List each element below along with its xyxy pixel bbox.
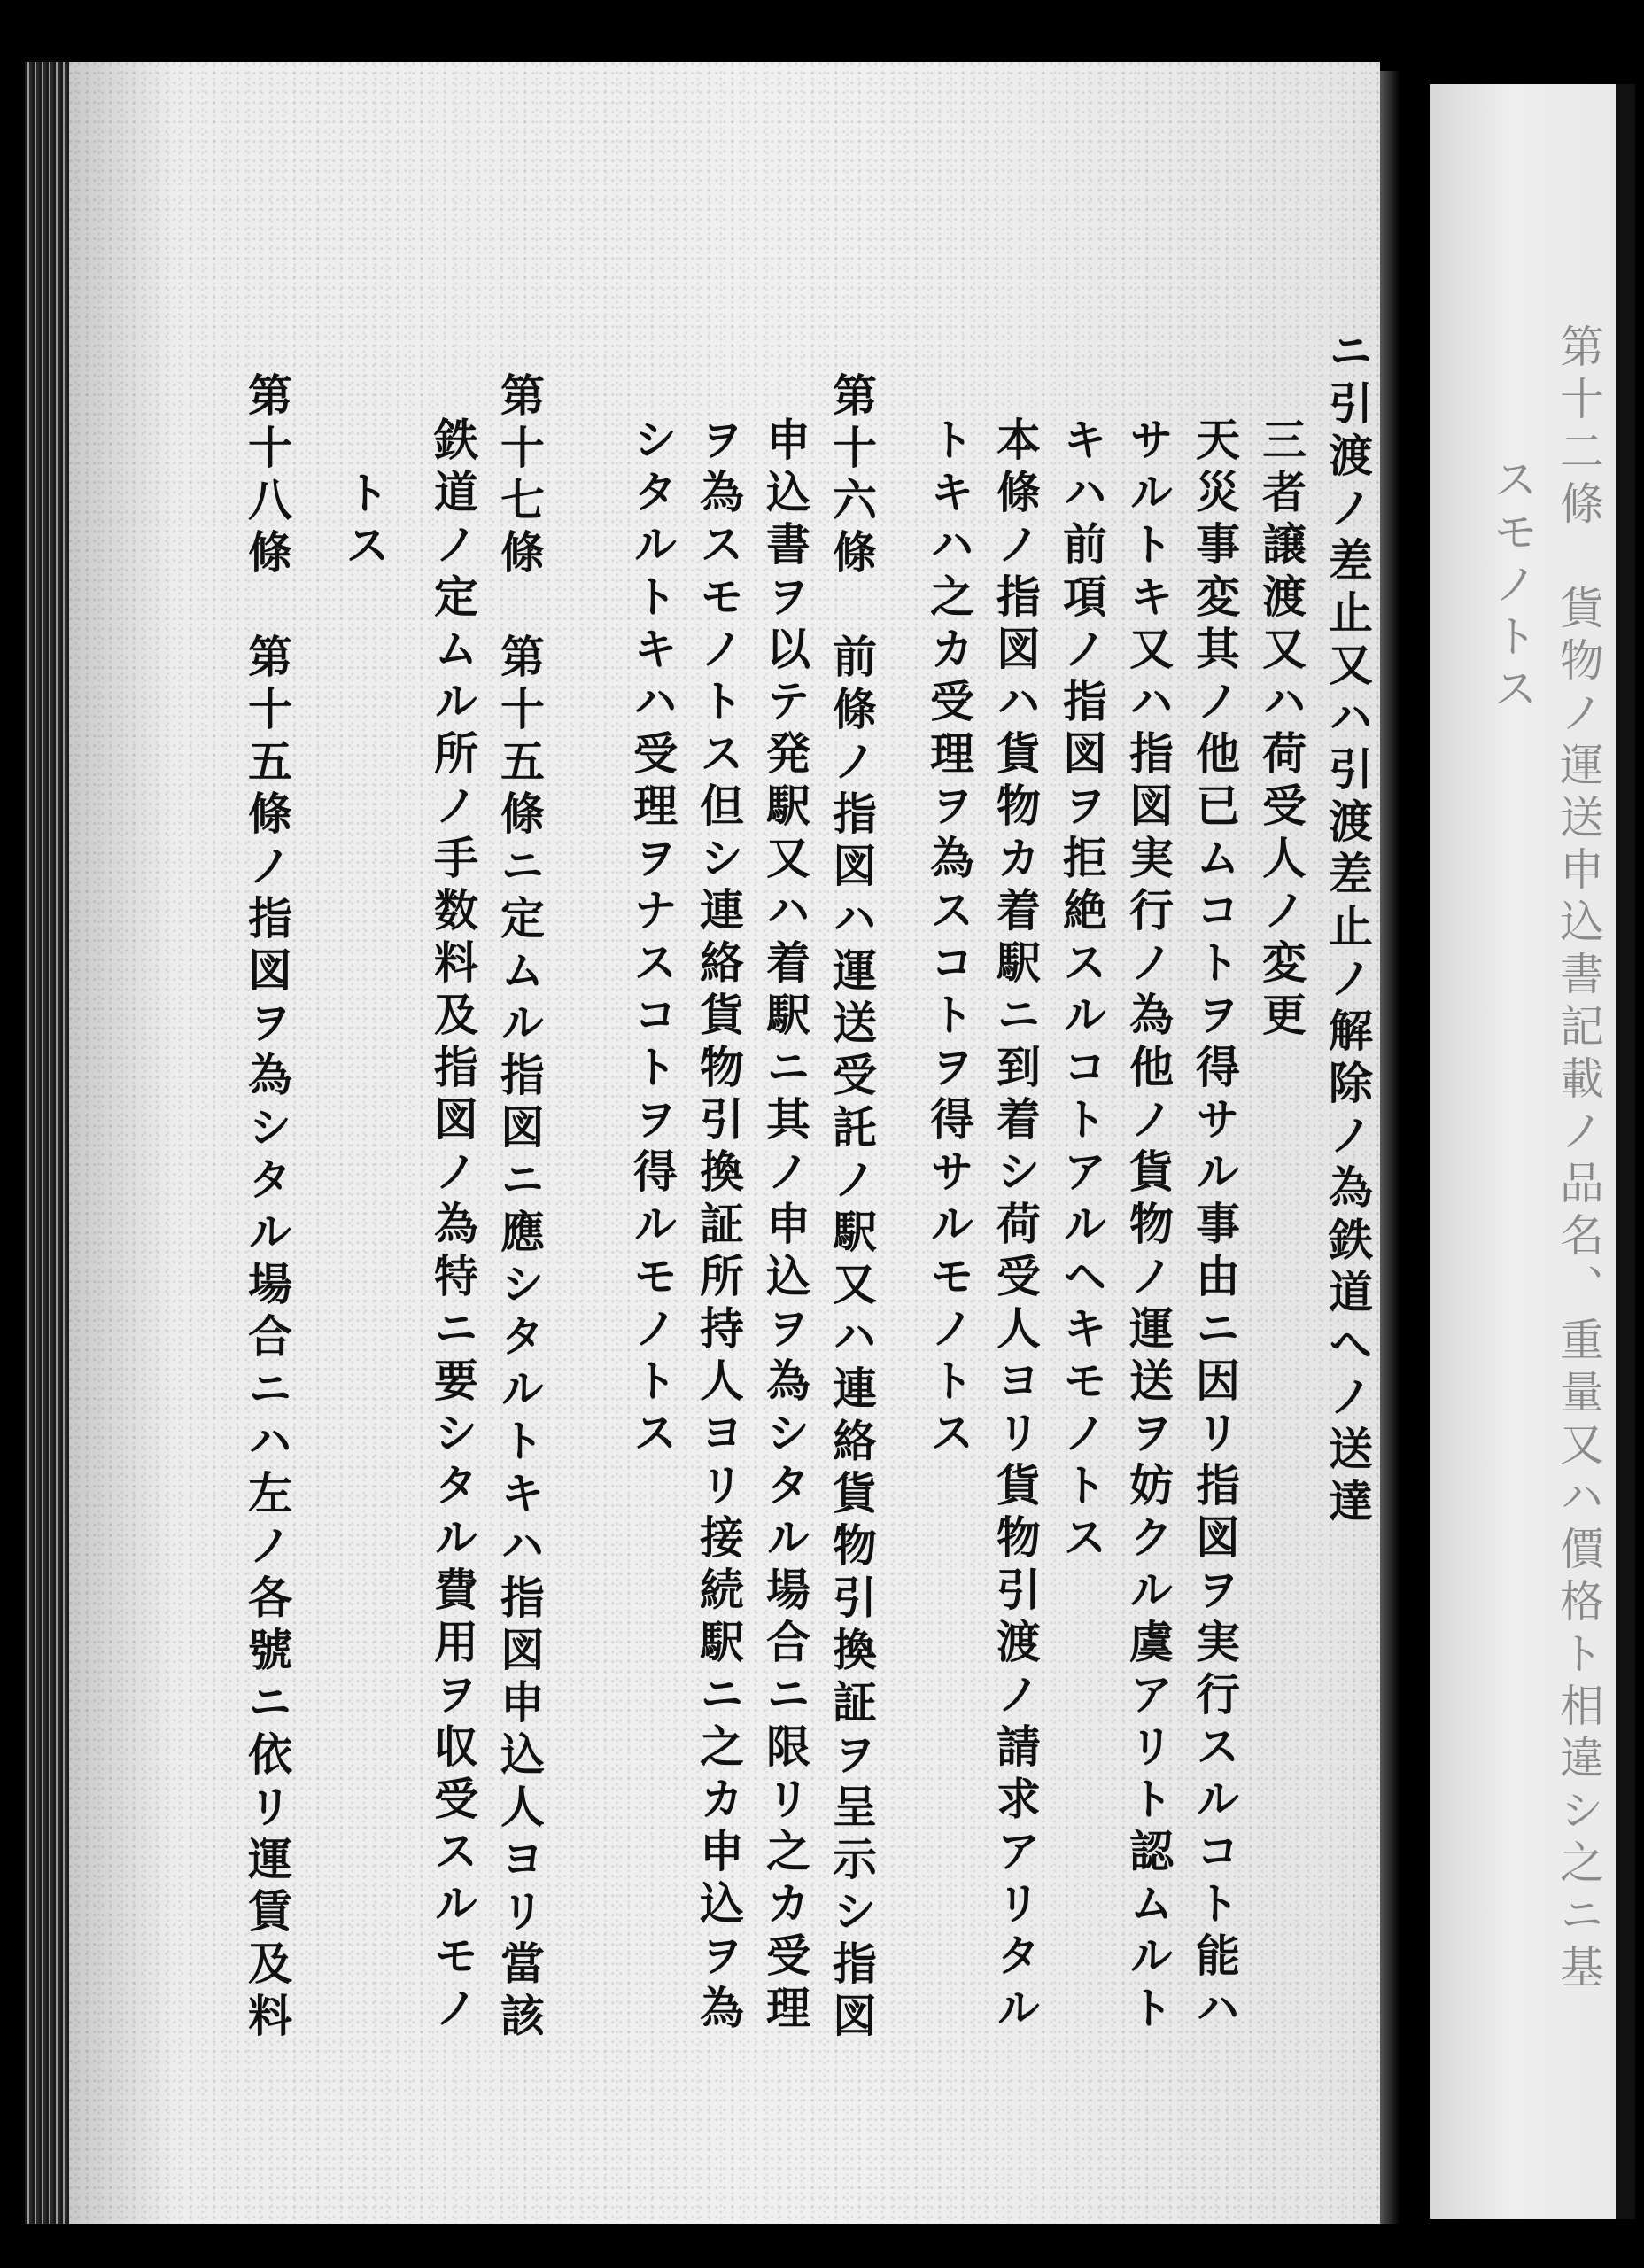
page-edges (1616, 84, 1635, 2219)
text-column: サルトキ又ハ指図実行ノ為他ノ貨物ノ運送ヲ妨クル虞アリト認ムルト (1122, 416, 1175, 2037)
text-column: トキハ之カ受理ヲ為スコトヲ得サルモノトス (923, 416, 975, 1462)
page (69, 62, 1380, 2224)
text-column: 天災事変其ノ他已ムコトヲ得サル事由ニ因リ指図ヲ実行スルコト能ハ (1189, 416, 1241, 2037)
text-column: 第十二條 貨物ノ運送申込書記載ノ品名、重量又ハ價格ト相違シ之ニ基 (1553, 323, 1604, 1996)
text-column: スモノトス (1486, 456, 1538, 718)
facing-page (1430, 84, 1635, 2219)
text-column: トス (338, 470, 391, 574)
text-column: 申込書ヲ以テ発駅又ハ着駅ニ其ノ申込ヲ為シタル場合ニ限リ之カ受理 (759, 416, 811, 2037)
text-column: 第十八條 第十五條ノ指図ヲ為シタル場合ニハ左ノ各號ニ依リ運賃及料 (241, 372, 293, 2045)
text-column: 本條ノ指図ハ貨物カ着駅ニ到着シ荷受人ヨリ貨物引渡ノ請求アリタル (989, 416, 1042, 2037)
text-column: シタルトキハ受理ヲナスコトヲ得ルモノトス (626, 416, 679, 1462)
gutter (1380, 71, 1430, 2224)
text-column: 鉄道ノ定ムル所ノ手数料及指図ノ為特ニ要シタル費用ヲ収受スルモノ (427, 416, 479, 2037)
text-column: 三者譲渡又ハ荷受人ノ変更 (1255, 416, 1307, 1044)
text-column: 第十七條 第十五條ニ定ムル指図ニ應シタルトキハ指図申込人ヨリ當該 (493, 372, 546, 2045)
text-column: ヲ為スモノトス但シ連絡貨物引換証所持人ヨリ接続駅ニ之カ申込ヲ為 (693, 416, 745, 2037)
text-column: キハ前項ノ指図ヲ拒絶スルコトアルヘキモノトス (1056, 416, 1108, 1566)
page-edges (25, 62, 71, 2224)
text-column: 第十六條 前條ノ指図ハ運送受託ノ駅又ハ連絡貨物引換証ヲ呈示シ指図 (826, 372, 878, 2045)
text-column: ニ引渡ノ差止又ハ引渡差止ノ解除ノ為鉄道へノ送達 (1322, 328, 1374, 1530)
